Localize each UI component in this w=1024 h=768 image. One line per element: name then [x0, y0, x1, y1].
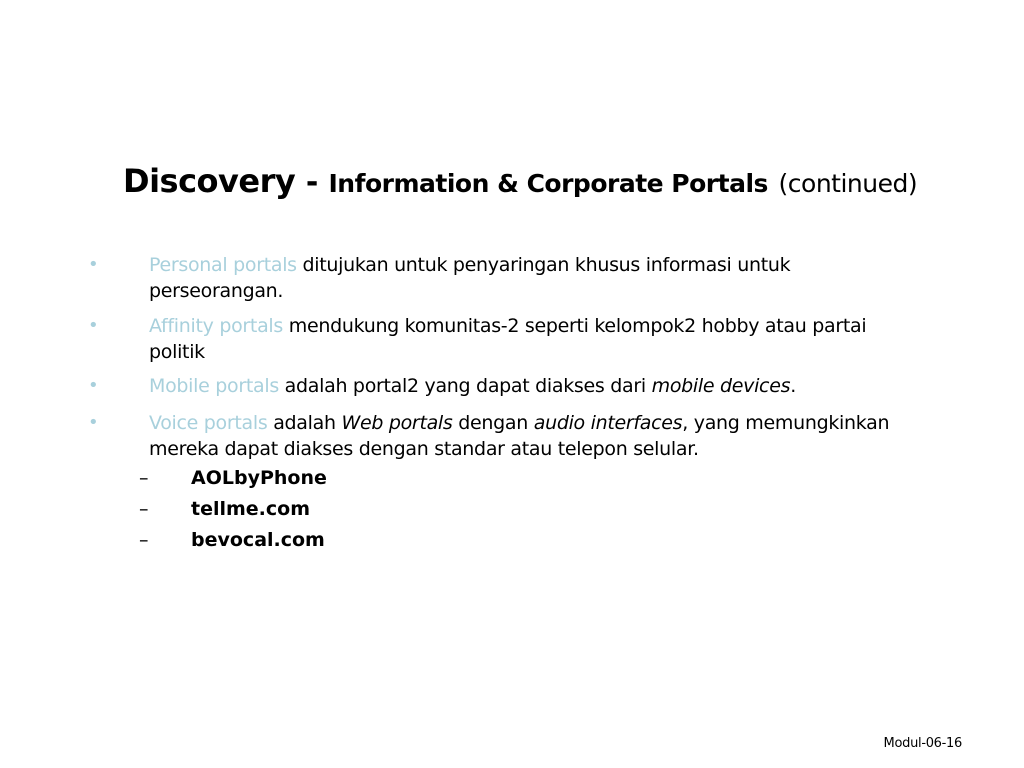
bullet-dot: •	[88, 375, 99, 396]
bullet-term: Affinity portals	[149, 315, 283, 337]
bullet-term: Personal portals	[149, 254, 297, 276]
bullet-dot: •	[88, 315, 99, 336]
sub-item-aolbyphone	[139, 466, 327, 490]
sub-dash: –	[139, 467, 149, 489]
bullet-dot: •	[88, 412, 99, 433]
slide-title	[123, 162, 917, 200]
sub-item-bevocal	[139, 528, 325, 552]
bullet-text: adalah portal2 yang dapat diakses dari	[278, 375, 652, 397]
bullet-term: Voice portals	[149, 412, 268, 434]
title-main: Discovery	[123, 162, 296, 200]
bullet-affinity-portals	[88, 313, 868, 365]
title-dash: -	[305, 165, 318, 200]
sub-item-text: bevocal.com	[191, 529, 325, 551]
bullet-voice-portals	[88, 410, 890, 462]
bullet-personal-portals	[88, 252, 868, 304]
bullet-italic-text: Web portals	[341, 412, 453, 434]
slide-footer: Modul-06-16	[883, 736, 962, 751]
bullet-text: adalah	[267, 412, 342, 434]
title-subtitle: Information & Corporate Portals	[328, 169, 768, 198]
sub-item-text: tellme.com	[191, 498, 311, 520]
bullet-term: Mobile portals	[149, 375, 279, 397]
title-continued: (continued)	[778, 169, 918, 198]
bullet-dot: •	[88, 254, 99, 275]
sub-dash: –	[139, 529, 149, 551]
bullet-mobile-portals	[88, 373, 868, 399]
bullet-text-after: .	[790, 375, 796, 397]
bullet-text: dengan	[452, 412, 534, 434]
sub-dash: –	[139, 498, 149, 520]
bullet-body	[149, 313, 909, 365]
sub-item-text: AOLbyPhone	[191, 467, 327, 489]
bullet-italic-text: audio interfaces	[533, 412, 683, 434]
bullet-body	[149, 373, 909, 399]
sub-item-tellme	[139, 497, 310, 521]
bullet-text: mendukung komunitas-2 seperti kelompok2 hobby atau partai politik	[149, 315, 867, 363]
bullet-text: , yang memungkinkan mereka dapat diakses dengan standar atau telepon selular.	[149, 412, 890, 460]
bullet-body	[149, 252, 909, 304]
bullet-italic-text: mobile devices	[651, 375, 791, 397]
bullet-body	[149, 410, 909, 462]
bullet-text: ditujukan untuk penyaringan khusus informasi untuk perseorangan.	[149, 254, 791, 302]
